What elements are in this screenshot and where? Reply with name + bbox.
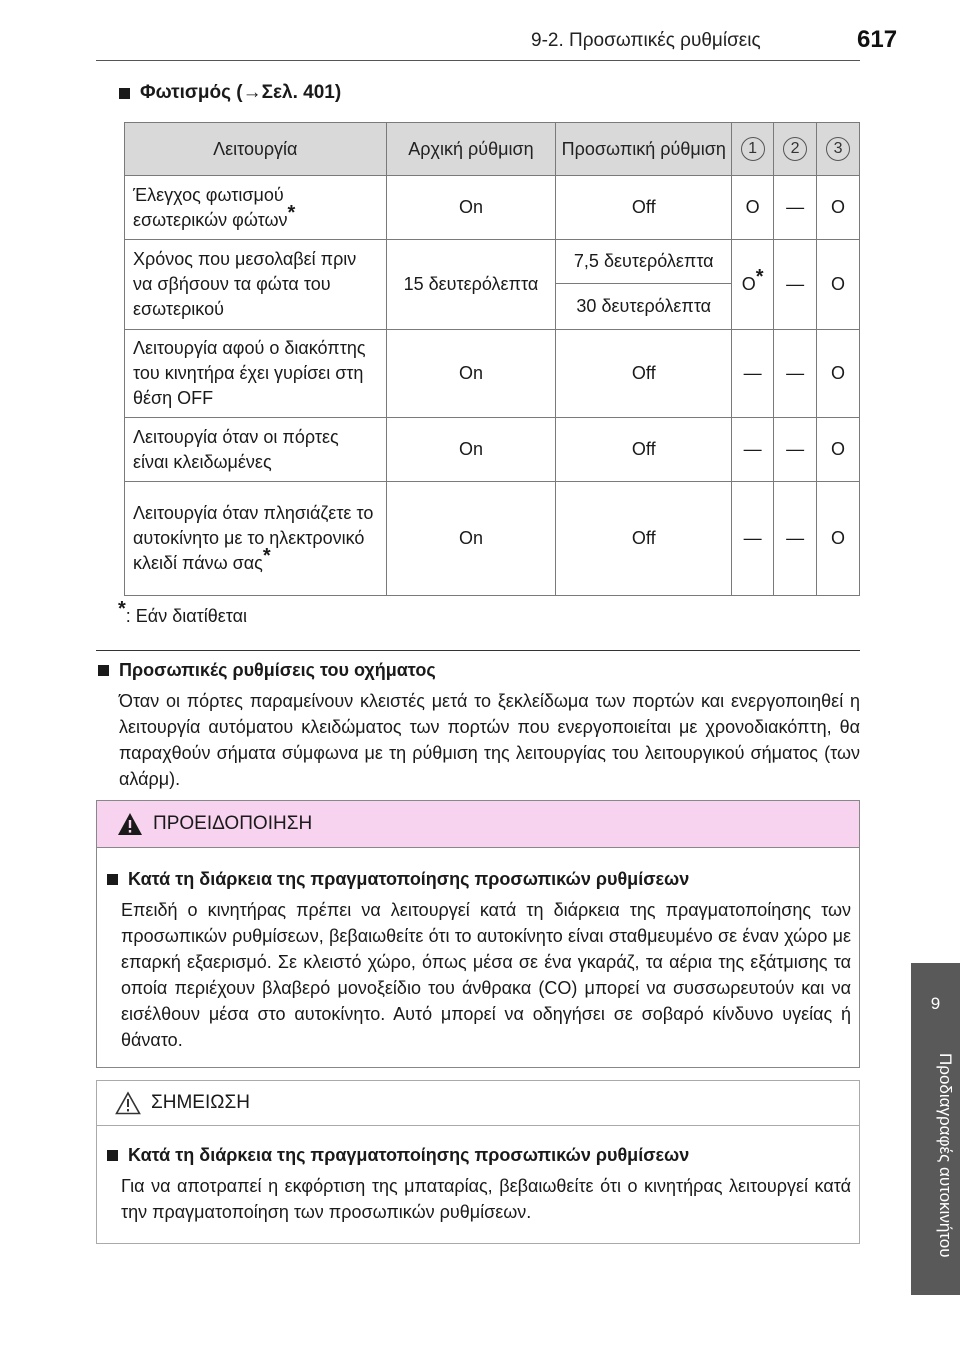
circled-number-2-icon: 2	[783, 137, 807, 161]
caution-outline-triangle-icon	[115, 1091, 141, 1115]
row-method-1	[732, 240, 774, 330]
row-method-3: O	[817, 330, 860, 418]
row-method-3: O	[817, 482, 860, 596]
table-row	[125, 418, 860, 482]
section-divider	[96, 650, 860, 651]
personal-heading	[98, 660, 436, 681]
row-method-3: O	[817, 240, 860, 330]
row-method-1: —	[732, 418, 774, 482]
row-custom: Off	[556, 418, 732, 482]
row-function: Λειτουργία αφού ο διακόπτης του κινητήρα έχει γυρίσει στη θέση OFF	[125, 330, 387, 418]
row-method-3: O	[817, 176, 860, 240]
col-header-method-1	[732, 123, 774, 176]
row-method-1: —	[732, 482, 774, 596]
footnote-star: *	[755, 266, 764, 288]
note-subheading-text: Κατά τη διάρκεια της πραγματοποίησης προσωπικών ρυθμίσεων	[128, 1145, 690, 1165]
circled-number-3-icon: 3	[826, 137, 850, 161]
col-header-function: Λειτουργία	[125, 123, 387, 176]
row-function	[125, 482, 387, 596]
footnote-star: *	[287, 201, 296, 224]
footnote-text: : Εάν διατίθεται	[125, 606, 248, 626]
warning-triangle-icon	[117, 812, 143, 836]
square-bullet-icon	[107, 874, 118, 885]
warning-subheading	[107, 869, 689, 890]
row-function: Λειτουργία όταν οι πόρτες είναι κλειδωμένες	[125, 418, 387, 482]
footnote-star: *	[118, 598, 126, 620]
function-text: Λειτουργία όταν πλησιάζετε το αυτοκίνητο με το ηλεκτρονικό κλειδί πάνω σας	[133, 503, 374, 573]
row-method-1: —	[732, 330, 774, 418]
row-method-2: —	[774, 418, 817, 482]
row-custom: Off	[556, 330, 732, 418]
row-function	[125, 176, 387, 240]
row-default: On	[386, 176, 556, 240]
table-row	[125, 240, 860, 284]
row-function: Χρόνος που μεσολαβεί πριν να σβήσουν τα φώτα του εσωτερικού	[125, 240, 387, 330]
note-box	[96, 1080, 860, 1244]
col-header-default: Αρχική ρύθμιση	[386, 123, 556, 176]
row-method-1: O	[732, 176, 774, 240]
row-default: On	[386, 330, 556, 418]
col-header-custom: Προσωπική ρύθμιση	[556, 123, 732, 176]
row-method-3: O	[817, 418, 860, 482]
warning-header	[97, 801, 859, 848]
table-footnote	[118, 598, 248, 627]
note-header	[97, 1081, 859, 1126]
personal-heading-text: Προσωπικές ρυθμίσεις του οχήματος	[119, 660, 436, 680]
footnote-star: *	[262, 545, 271, 567]
circled-number-1-icon: 1	[741, 137, 765, 161]
col-header-method-2	[774, 123, 817, 176]
method-value: O	[741, 274, 756, 294]
section-title: 9-2. Προσωπικές ρυθμίσεις	[531, 30, 761, 51]
row-method-2: —	[774, 482, 817, 596]
square-bullet-icon	[119, 88, 130, 99]
row-custom: Off	[556, 482, 732, 596]
function-text: Έλεγχος φωτισμού εσωτερικών φώτων	[133, 184, 288, 230]
note-subheading	[107, 1145, 689, 1166]
table-header-row	[125, 123, 860, 176]
lighting-heading	[119, 82, 341, 104]
header-divider	[96, 60, 860, 61]
personal-paragraph: Όταν οι πόρτες παραμείνουν κλειστές μετά το ξεκλείδωμα των πορτών και ενεργοποιηθεί η λειτουργία αυτόματου κλειδώματος των πορτών που ενεργοποιείται με χρονοδιακόπτη, θα παραχθούν σήματα σύμφωνα με τη ρύθμιση της λειτουργίας του λειτουργικού σήματος (των αλάρμ).	[119, 691, 860, 789]
square-bullet-icon	[107, 1150, 118, 1161]
row-method-2: —	[774, 240, 817, 330]
warning-title: ΠΡΟΕΙΔΟΠΟΙΗΣΗ	[153, 813, 313, 834]
row-method-2: —	[774, 176, 817, 240]
row-default: On	[386, 418, 556, 482]
chapter-tab-number: 9	[911, 963, 960, 1045]
row-method-2: —	[774, 330, 817, 418]
row-custom: Off	[556, 176, 732, 240]
col-header-method-3	[817, 123, 860, 176]
chapter-tab-label: Προδιαγραφές αυτοκινήτου	[936, 1053, 955, 1258]
note-title: ΣΗΜΕΙΩΣΗ	[151, 1092, 250, 1113]
warning-text: Επειδή ο κινητήρας πρέπει να λειτουργεί κατά τη διάρκεια της πραγματοποίησης των προσωπικών ρυθμίσεων, βεβαιωθείτε ότι το αυτοκίνητο είναι σταθμευμένο σε έναν χώρο με επαρκή εξαερισμό. Σε κλειστό χώρο, όπως μέσα σε ένα γκαράζ, τα αέρια της εξάτμισης τα οποία περιέχουν βλαβερό μονοξείδιο του άνθρακα (CO) μπορεί να συσσωρευτούν και να εισέλθουν μέσα στο αυτοκίνητο. Αυτό μπορεί να οδηγήσει σε σοβαρό κίνδυνο υγείας ή θάνατο.	[121, 900, 851, 1050]
row-custom-b: 30 δευτερόλεπτα	[556, 284, 732, 330]
row-custom-a: 7,5 δευτερόλεπτα	[556, 240, 732, 284]
chapter-tab	[911, 1045, 960, 1295]
row-default: On	[386, 482, 556, 596]
table-row	[125, 330, 860, 418]
square-bullet-icon	[98, 665, 109, 676]
lighting-settings-table	[124, 122, 860, 596]
page-number: 617	[857, 26, 898, 53]
table-row	[125, 482, 860, 596]
row-default: 15 δευτερόλεπτα	[386, 240, 556, 330]
warning-box	[96, 800, 860, 1068]
note-text: Για να αποτραπεί η εκφόρτιση της μπαταρίας, βεβαιωθείτε ότι ο κινητήρας λειτουργεί κατά την πραγματοποίηση των προσωπικών ρυθμίσεων.	[121, 1176, 851, 1222]
table-row	[125, 176, 860, 240]
warning-subheading-text: Κατά τη διάρκεια της πραγματοποίησης προσωπικών ρυθμίσεων	[128, 869, 690, 889]
lighting-heading-text: Φωτισμός (→Σελ. 401)	[140, 82, 342, 103]
